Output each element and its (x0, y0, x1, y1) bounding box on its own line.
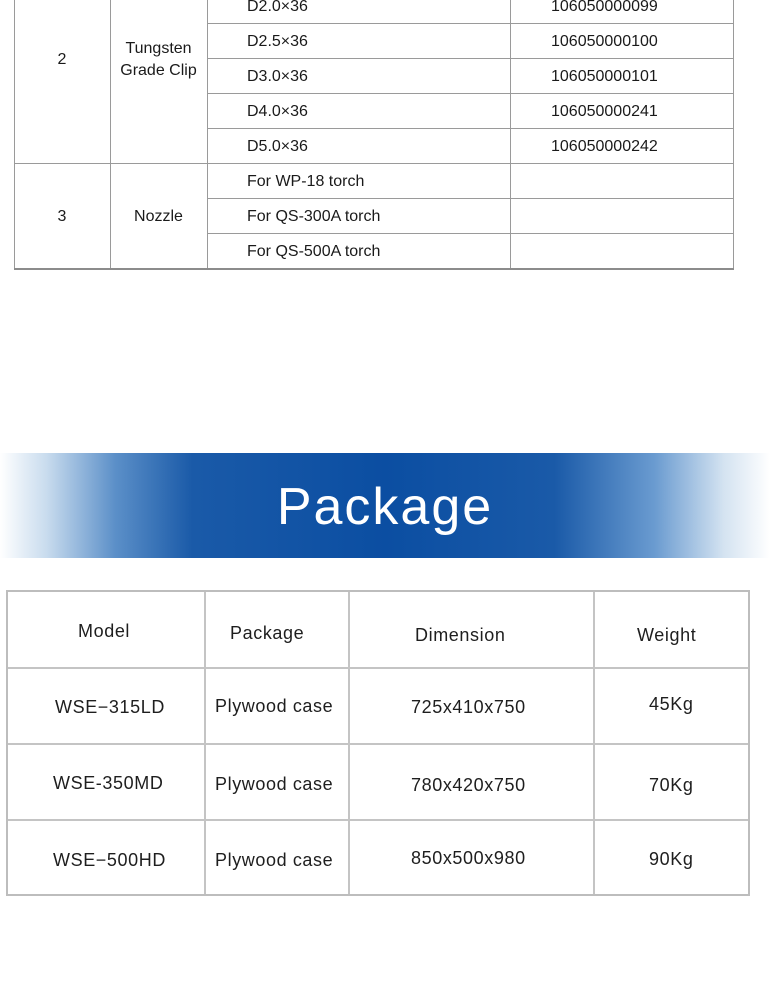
spec-cell: For WP-18 torch (247, 173, 365, 190)
package-cell: Plywood case (215, 850, 334, 870)
package-cell: Plywood case (215, 774, 334, 794)
model-cell: WSE-350MD (53, 773, 164, 793)
code-cell: 106050000241 (551, 103, 658, 120)
code-cell: 106050000100 (551, 33, 658, 50)
spec-cell: D4.0×36 (247, 103, 308, 120)
grid-line (207, 198, 734, 199)
code-cell: 106050000101 (551, 68, 658, 85)
row-number: 2 (57, 51, 67, 68)
grid-line (207, 93, 734, 94)
grid-line (207, 233, 734, 234)
spec-cell: For QS-500A torch (247, 243, 381, 260)
model-cell: WSE−315LD (55, 697, 165, 717)
weight-cell: 45Kg (649, 694, 694, 714)
grid-line (207, 0, 208, 270)
model-cell: WSE−500HD (53, 850, 166, 870)
grid-line (8, 743, 748, 745)
package-banner (0, 453, 770, 558)
grid-line (8, 819, 748, 821)
weight-cell: 70Kg (649, 775, 694, 795)
weight-cell: 90Kg (649, 849, 694, 869)
row-number: 3 (57, 208, 67, 225)
spec-cell: For QS-300A torch (247, 208, 381, 225)
grid-line (14, 0, 15, 270)
header-package: Package (230, 623, 305, 643)
header-dimension: Dimension (415, 625, 506, 645)
grid-line (8, 667, 748, 669)
dimension-cell: 725x410x750 (411, 697, 526, 717)
spec-cell: D2.0×36 (247, 0, 308, 15)
header-weight: Weight (637, 625, 697, 645)
grid-line (207, 128, 734, 129)
part-name: Tungsten (125, 40, 192, 57)
grid-line (207, 23, 734, 24)
grid-line (733, 0, 734, 270)
row-separator (14, 163, 734, 164)
dimension-cell: 850x500x980 (411, 848, 526, 868)
spec-cell: D2.5×36 (247, 33, 308, 50)
part-name: Grade Clip (120, 62, 197, 79)
grid-line (207, 58, 734, 59)
parts-table (14, 0, 734, 270)
package-table (6, 590, 750, 896)
dimension-cell: 780x420x750 (411, 775, 526, 795)
part-name: Nozzle (134, 208, 183, 225)
spec-cell: D3.0×36 (247, 68, 308, 85)
code-cell: 106050000099 (551, 0, 658, 15)
spec-cell: D5.0×36 (247, 138, 308, 155)
package-cell: Plywood case (215, 696, 334, 716)
grid-line (510, 0, 511, 270)
code-cell: 106050000242 (551, 138, 658, 155)
header-model: Model (78, 621, 131, 641)
table-bottom-border (14, 268, 734, 270)
section-title: Package (276, 478, 494, 536)
